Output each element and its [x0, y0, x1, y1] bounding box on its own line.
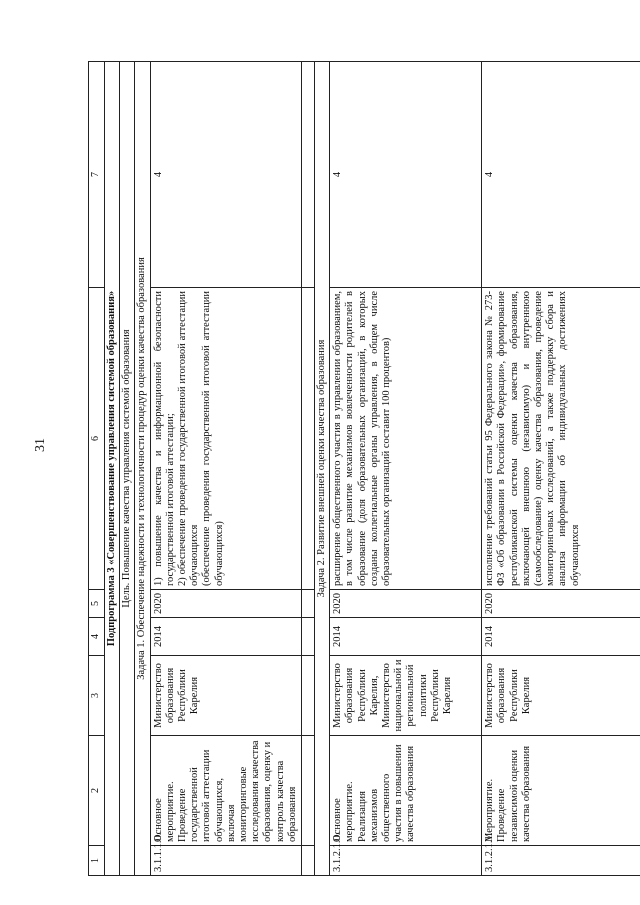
column-number: 7: [89, 62, 105, 288]
row-end-year: 2020: [330, 590, 482, 618]
column-number-row: [89, 62, 105, 876]
row-code: 3.1.1.1.0.: [150, 846, 301, 876]
task1-title: Задача 1. Обеспечение надежности и технологичности процедур оценки качества образования: [135, 62, 150, 876]
column-number: 2: [89, 736, 105, 846]
row-result: [330, 288, 482, 590]
column-number: 6: [89, 288, 105, 590]
table-row: [150, 62, 301, 876]
column-number: 1: [89, 846, 105, 876]
row-executor: Министерство образования Республики Карелия, Министерство национальной и региональной политики Республики Карелия: [330, 656, 482, 736]
row-executor: Министерство образования Республики Карелия: [482, 656, 640, 736]
row-link: 4: [482, 62, 640, 288]
spacer-row: [302, 62, 315, 876]
result-line: исполнение требований статьи 95 Федерального закона № 273-ФЗ «Об образовании в Российской Федерации», формирование республиканской системы оценки качества образования, включающей внешнюю (независимую) и внутреннюю (самообследование) оценку качества образования, проведение мониторинговых исследований, а также поддержку сбора и анализа информации об индивидуальных достижениях обучающихся: [484, 291, 581, 586]
task2-title: Задача 2. Развитие внешней оценки качества образования: [315, 62, 330, 876]
row-link: 4: [330, 62, 482, 288]
row-name: Основное мероприятие. Проведение государственной итоговой аттестации обучающихся, включая мониторинговые исследования качества образования, оценку и контроль качества образования: [150, 736, 301, 846]
column-number: 4: [89, 618, 105, 656]
goal-row: [120, 62, 135, 876]
result-line: 1) повышение качества и информационной безопасности государственной итоговой аттестации;: [152, 291, 176, 586]
task2-row: [315, 62, 330, 876]
page-number: 31: [33, 438, 48, 452]
task1-row: [135, 62, 150, 876]
result-line: расширение общественного участия в управлении образованием, в том числе развитие механизмов вовлеченности родителей в образование (доля образовательных организаций, в которых созданы коллегиальные органы управления, в общем числе образовательных организаций составит 100 процентов): [332, 291, 393, 586]
result-line: 2) обеспечение проведения государственной итоговой аттестации обучающихся: [177, 291, 201, 586]
row-result: [150, 288, 301, 590]
program-table: [88, 61, 640, 876]
row-result: [482, 288, 640, 590]
column-number: 5: [89, 590, 105, 618]
goal-title: Цель. Повышение качества управления системой образования: [120, 62, 135, 876]
row-code: 3.1.2.1.0.: [330, 846, 482, 876]
row-link: 4: [150, 62, 301, 288]
result-line: (обеспечение проведения государственной итоговой аттестации обучающихся): [201, 291, 225, 586]
row-executor: Министерство образования Республики Карелия: [150, 656, 301, 736]
row-end-year: 2020: [482, 590, 640, 618]
row-code: 3.1.2.1.1.: [482, 846, 640, 876]
row-name: Основное мероприятие. Реализация механизмов общественного участия в повышении качества образования: [330, 736, 482, 846]
row-name: Мероприятие. Проведение независимой оценки качества образования: [482, 736, 640, 846]
rotated-table-area: [88, 62, 616, 876]
row-start-year: 2014: [150, 618, 301, 656]
subprogram-row: [105, 62, 120, 876]
subprogram-title: Подпрограмма 3 «Совершенствование управления системой образования»: [105, 62, 120, 876]
column-number: 3: [89, 656, 105, 736]
row-end-year: 2020: [150, 590, 301, 618]
table-row: [330, 62, 482, 876]
row-start-year: 2014: [330, 618, 482, 656]
table-row: [482, 62, 640, 876]
row-start-year: 2014: [482, 618, 640, 656]
